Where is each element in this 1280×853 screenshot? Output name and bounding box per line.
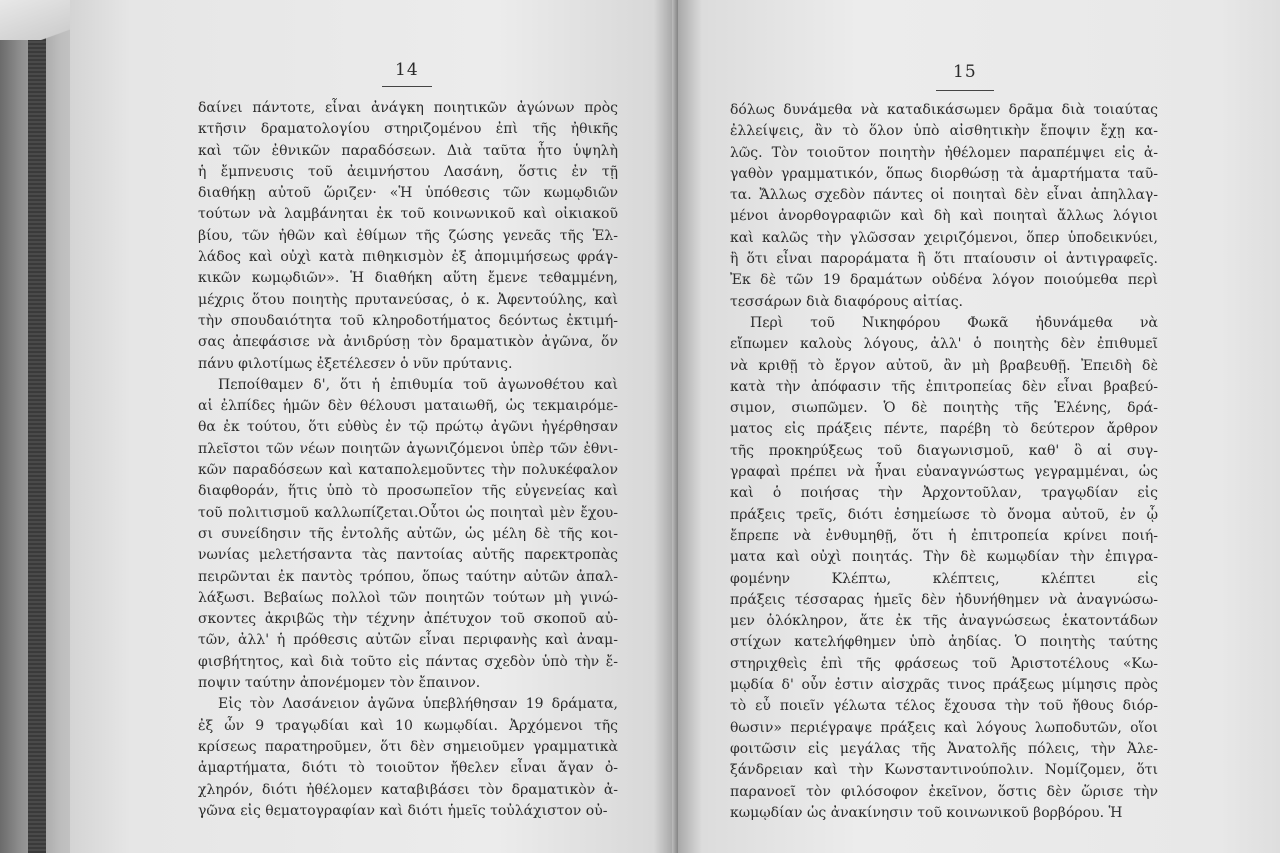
text-line: καὶ τῶν ἐθνικῶν παραδόσεων. Διὰ ταῦτα ἦτο ὑψηλὴ: [198, 142, 618, 159]
text-line: διαθήκῃ αὐτοῦ ὥριζεν· «Ἡ ὑπόθεσις τῶν κωμῳδιῶν: [198, 185, 618, 202]
text-line: ματα καὶ οὐχὶ ποιητάς. Τὴν δὲ κωμῳδίαν τὴν ἐπιγρα-: [730, 549, 1158, 566]
text-line: Εἰς τὸν Λασάνειον ἀγῶνα ὑπεβλήθησαν 19 δράματα,: [218, 696, 618, 713]
text-line: στίχων κατελήφθημεν ὑπὸ ἀηδίας. Ὁ ποιητὴς ταύτης: [730, 634, 1158, 651]
text-line: Πεποίθαμεν δ', ὅτι ἡ ἐπιθυμία τοῦ ἀγωνοθέτου καὶ: [218, 376, 618, 393]
text-line: ἐλλείψεις, ἂν τὸ ὅλον ὑπὸ αἰσθητικὴν ἔποψιν ἔχῃ κα-: [730, 123, 1158, 140]
text-line: τούτων νὰ λαμβάνηται ἐκ τοῦ κοινωνικοῦ καὶ οἰκιακοῦ: [198, 206, 618, 223]
text-line: πράξεις τέσσαρας ἡμεῖς δὲν ἠδυνήθημεν νὰ ἀναγνώσω-: [730, 591, 1158, 608]
text-line: φισβήτητος, καὶ διὰ τοῦτο εἰς πάντας σχεδὸν ὑπὸ τὴν ἔ-: [198, 653, 618, 670]
text-line: τῶν, ἀλλ' ἡ πρόθεσις αὐτῶν εἶναι περιφανὴς καὶ ἀναμ-: [198, 632, 618, 649]
text-line: κατὰ τὴν ἀπόφασιν τῆς ἐπιτροπείας δὲν εἶναι βραβεύ-: [730, 378, 1158, 395]
text-line: γαθὸν γραμματικόν, ὅπως διορθώσῃ τὰ ἁμαρτήματα ταῦ-: [730, 165, 1158, 182]
text-line: νωνίας μελετήσαντα τὰς παντοίας αὐτῆς παρεκτροπὰς: [198, 547, 618, 564]
text-line: βίου, τῶν ἠθῶν καὶ ἐθίμων τῆς ζώσης γενεᾶς τῆς Ἑλ-: [198, 227, 618, 244]
text-line: λῶς. Τὸν τοιοῦτον ποιητὴν ἠθέλομεν παραπέμψει εἰς ἀ-: [730, 144, 1158, 161]
page-right: [678, 0, 1280, 853]
text-line: κωμῳδίαν ὡς ἀνακίνησιν τοῦ κοινωνικοῦ βορβόρου. Ἡ: [730, 804, 1123, 821]
page-number-right: 15: [953, 62, 977, 82]
text-line: μῳδία δ' οὖν ἐστιν αἰσχρᾶς τινος πράξεως μίμησις πρὸς: [730, 677, 1158, 694]
text-line: νὰ κριθῇ τὸ ἔργον αὐτοῦ, ἂν μὴ βραβευθῇ. Ἐπειδὴ δὲ: [730, 357, 1158, 374]
text-line: διαφθοράν, ἥτις ὑπὸ τὸ προσωπεῖον τῆς εὐγενείας καὶ: [198, 483, 618, 500]
text-line: πλεῖστοι τῶν νέων ποιητῶν ἀγωνιζόμενοι ὑπὲρ τῶν ἐθνι-: [198, 440, 618, 457]
text-line: δόλως δυνάμεθα νὰ καταδικάσωμεν δρᾶμα διὰ τοιαύτας: [730, 102, 1158, 118]
text-line: τεσσάρων διὰ διαφόρους αἰτίας.: [730, 293, 963, 310]
text-line: τοῦ πολιτισμοῦ καλλωπίζεται.Οὗτοι ὡς ποιηταὶ μὲν ἔχου-: [198, 504, 618, 521]
text-line: γραφαὶ πρέπει νὰ ἦναι εὐαναγνώστως γεγραμμέναι, ὡς: [730, 464, 1158, 481]
text-line: Ἐκ δὲ τῶν 19 δραμάτων οὐδένα λόγον ποιούμεθα περὶ: [730, 272, 1158, 289]
text-line: αἱ ἐλπίδες ἡμῶν δὲν θέλουσι ματαιωθῆ, ὡς τεκμαιρόμε-: [198, 398, 618, 415]
text-line: καὶ καλῶς τὴν γλῶσσαν χειριζόμενοι, ὅπερ ὑποδεικνύει,: [730, 229, 1158, 246]
text-line: σας ἀπεφάσισε νὰ ἀνιδρύσῃ τὸν δραματικὸν ἀγῶνα, ὅν: [198, 334, 618, 351]
text-line: δαίνει πάντοτε, εἶναι ἀνάγκη ποιητικῶν ἀγώνων πρὸς: [198, 100, 618, 116]
text-line: τὸ εὖ ποιεῖν γέλωτα τέλος ἔχουσα τὴν τοῦ ἤθους διόρ-: [730, 698, 1158, 715]
text-line: Περὶ τοῦ Νικηφόρου Φωκᾶ ἠδυνάμεθα νὰ: [750, 314, 1158, 331]
text-line: θα ἐκ τούτου, ὅτι εὐθὺς ἐν τῷ πρώτῳ ἀγῶνι ἠγέρθησαν: [198, 419, 618, 436]
text-line: ἔπρεπε νὰ ἐνθυμηθῇ, ὅτι ἡ ἐπιτροπεία κρίνει ποιή-: [730, 527, 1158, 544]
text-line: κρίσεως παρατηροῦμεν, ὅτι δὲν σημειοῦμεν γραμματικὰ: [198, 738, 618, 755]
text-line: μέχρις ὅτου ποιητὴς πρυτανεύσας, ὁ κ. Ἀφεντούλης, καὶ: [198, 291, 618, 308]
book-cover-edge: [28, 30, 46, 853]
text-line: κῶν παραδόσεων καὶ καταπολεμοῦντες τὴν πολυκέφαλον: [198, 462, 618, 479]
text-line: φοιτῶσιν εἰς μεγάλας τῆς Ἀνατολῆς πόλεις, τὴν Ἀλε-: [730, 740, 1158, 757]
text-line: ἡ ἔμπνευσις τοῦ ἀειμνήστου Λασάνη, ὅστις ἐν τῇ: [198, 163, 618, 180]
page-number-left: 14: [395, 60, 419, 80]
text-line: λάδος καὶ οὐχὶ κατὰ πιθηκισμὸν ἐξ ἀπομιμήσεως φράγ-: [198, 249, 618, 266]
text-line: κικῶν κωμῳδιῶν». Ἡ διαθήκη αὕτη ἔμενε τεθαμμένη,: [198, 270, 618, 287]
text-line: πειρῶνται ἐκ παντὸς τρόπου, ὅπως ταύτην αὐτῶν ἀπαλ-: [198, 568, 618, 585]
text-line: μεν ὁλόκληρον, ἅτε ἐκ τῆς ἀναγνώσεως ἑκατοντάδων: [730, 613, 1158, 630]
text-line: γῶνα εἰς θεματογραφίαν καὶ διότι ἡμεῖς τοὐλάχιστον οὐ-: [198, 802, 608, 819]
text-line: χληρόν, διότι ἠθέλομεν καταβιβάσει τὸν δραματικὸν ἀ-: [198, 781, 618, 798]
text-line: στηριχθεὶς ἐπὶ τῆς φράσεως τοῦ Ἀριστοτέλους «Κω-: [730, 655, 1158, 672]
text-line: τῆς προκηρύξεως τοῦ διαγωνισμοῦ, καθ' ὃ αἱ συγ-: [730, 442, 1158, 459]
text-line: θωσιν» περιέγραψε πράξεις καὶ λόγους λωποδυτῶν, οἵοι: [730, 719, 1158, 736]
text-line: παρανοεῖ τὸν φιλόσοφον ἐκεῖνον, ὅστις δὲν ὥρισε τὴν: [730, 783, 1158, 800]
text-line: σι συνείδησιν τῆς ἐντολῆς αὐτῶν, ὡς μέλη δὲ τῆς κοι-: [198, 525, 618, 542]
text-line: ποψιν ταύτην ἀπονέμομεν τὸν ἔπαινον.: [198, 675, 481, 692]
text-line: πάνυ φιλοτίμως ἐξετέλεσεν ὁ νῦν πρύτανις.: [198, 355, 513, 372]
text-line: τα. Ἄλλως σχεδὸν πάντες οἱ ποιηταὶ δὲν εἶναι ἀπηλλαγ-: [730, 187, 1158, 204]
text-line: σκοντες ἀκριβῶς τὴν τέχνην ἀπέτυχον τοῦ σκοποῦ αὐ-: [198, 611, 618, 628]
text-line: εἴπωμεν καλοὺς λόγους, ἀλλ' ὁ ποιητὴς δὲν ἐπιθυμεῖ: [730, 336, 1158, 353]
text-line: ἐξ ὧν 9 τραγῳδίαι καὶ 10 κωμῳδίαι. Ἀρχόμενοι τῆς: [198, 717, 618, 734]
text-line: ἢ ὅτι εἶναι παροράματα ἢ ὅτι πταίουσιν οἱ ἀντιγραφεῖς.: [730, 251, 1158, 268]
text-line: μένοι ἀνορθογραφιῶν καὶ δὴ καὶ ποιηταὶ ἄλλως λόγιοι: [730, 208, 1158, 225]
text-line: τὴν σπουδαιότητα τοῦ κληροδοτήματος δεόντως ἐκτιμή-: [198, 312, 618, 329]
page-number-rule-right: [936, 90, 994, 91]
page-text-left: [198, 98, 618, 822]
page-left: [70, 0, 678, 853]
text-line: πράξεις τρεῖς, διότι ἐσημείωσε τὸ ὄνομα αὐτοῦ, ἐν ᾧ: [730, 506, 1158, 523]
text-line: σιμον, σιωπῶμεν. Ὁ δὲ ποιητὴς τῆς Ἑλένης, δρά-: [730, 400, 1158, 417]
text-line: ξάνδρειαν καὶ τὴν Κωνσταντινούπολιν. Νομίζομεν, ὅτι: [730, 762, 1158, 779]
text-line: φομένην Κλέπτω, κλέπτεις, κλέπτει εἰς: [730, 570, 1158, 587]
page-number-rule-left: [382, 86, 432, 87]
text-line: ματος εἰς πράξεις πέντε, παρέβη τὸ δεύτερον ἄρθρον: [730, 421, 1158, 438]
text-line: καὶ ὁ ποιήσας τὴν Ἀρχοντοῦλαν, τραγῳδίαν εἰς: [730, 485, 1158, 502]
page-text-right: [730, 100, 1158, 824]
text-line: κτῆσιν δραματολογίου στηριζομένου ἐπὶ τῆς ἠθικῆς: [198, 121, 618, 138]
text-line: ἁμαρτήματα, διότι τὸ τοιοῦτον ἤθελεν εἶναι ἄγαν ὀ-: [198, 760, 618, 777]
text-line: λάξωσι. Βεβαίως πολλοὶ τῶν ποιητῶν τούτων μὴ γινώ-: [198, 589, 618, 606]
